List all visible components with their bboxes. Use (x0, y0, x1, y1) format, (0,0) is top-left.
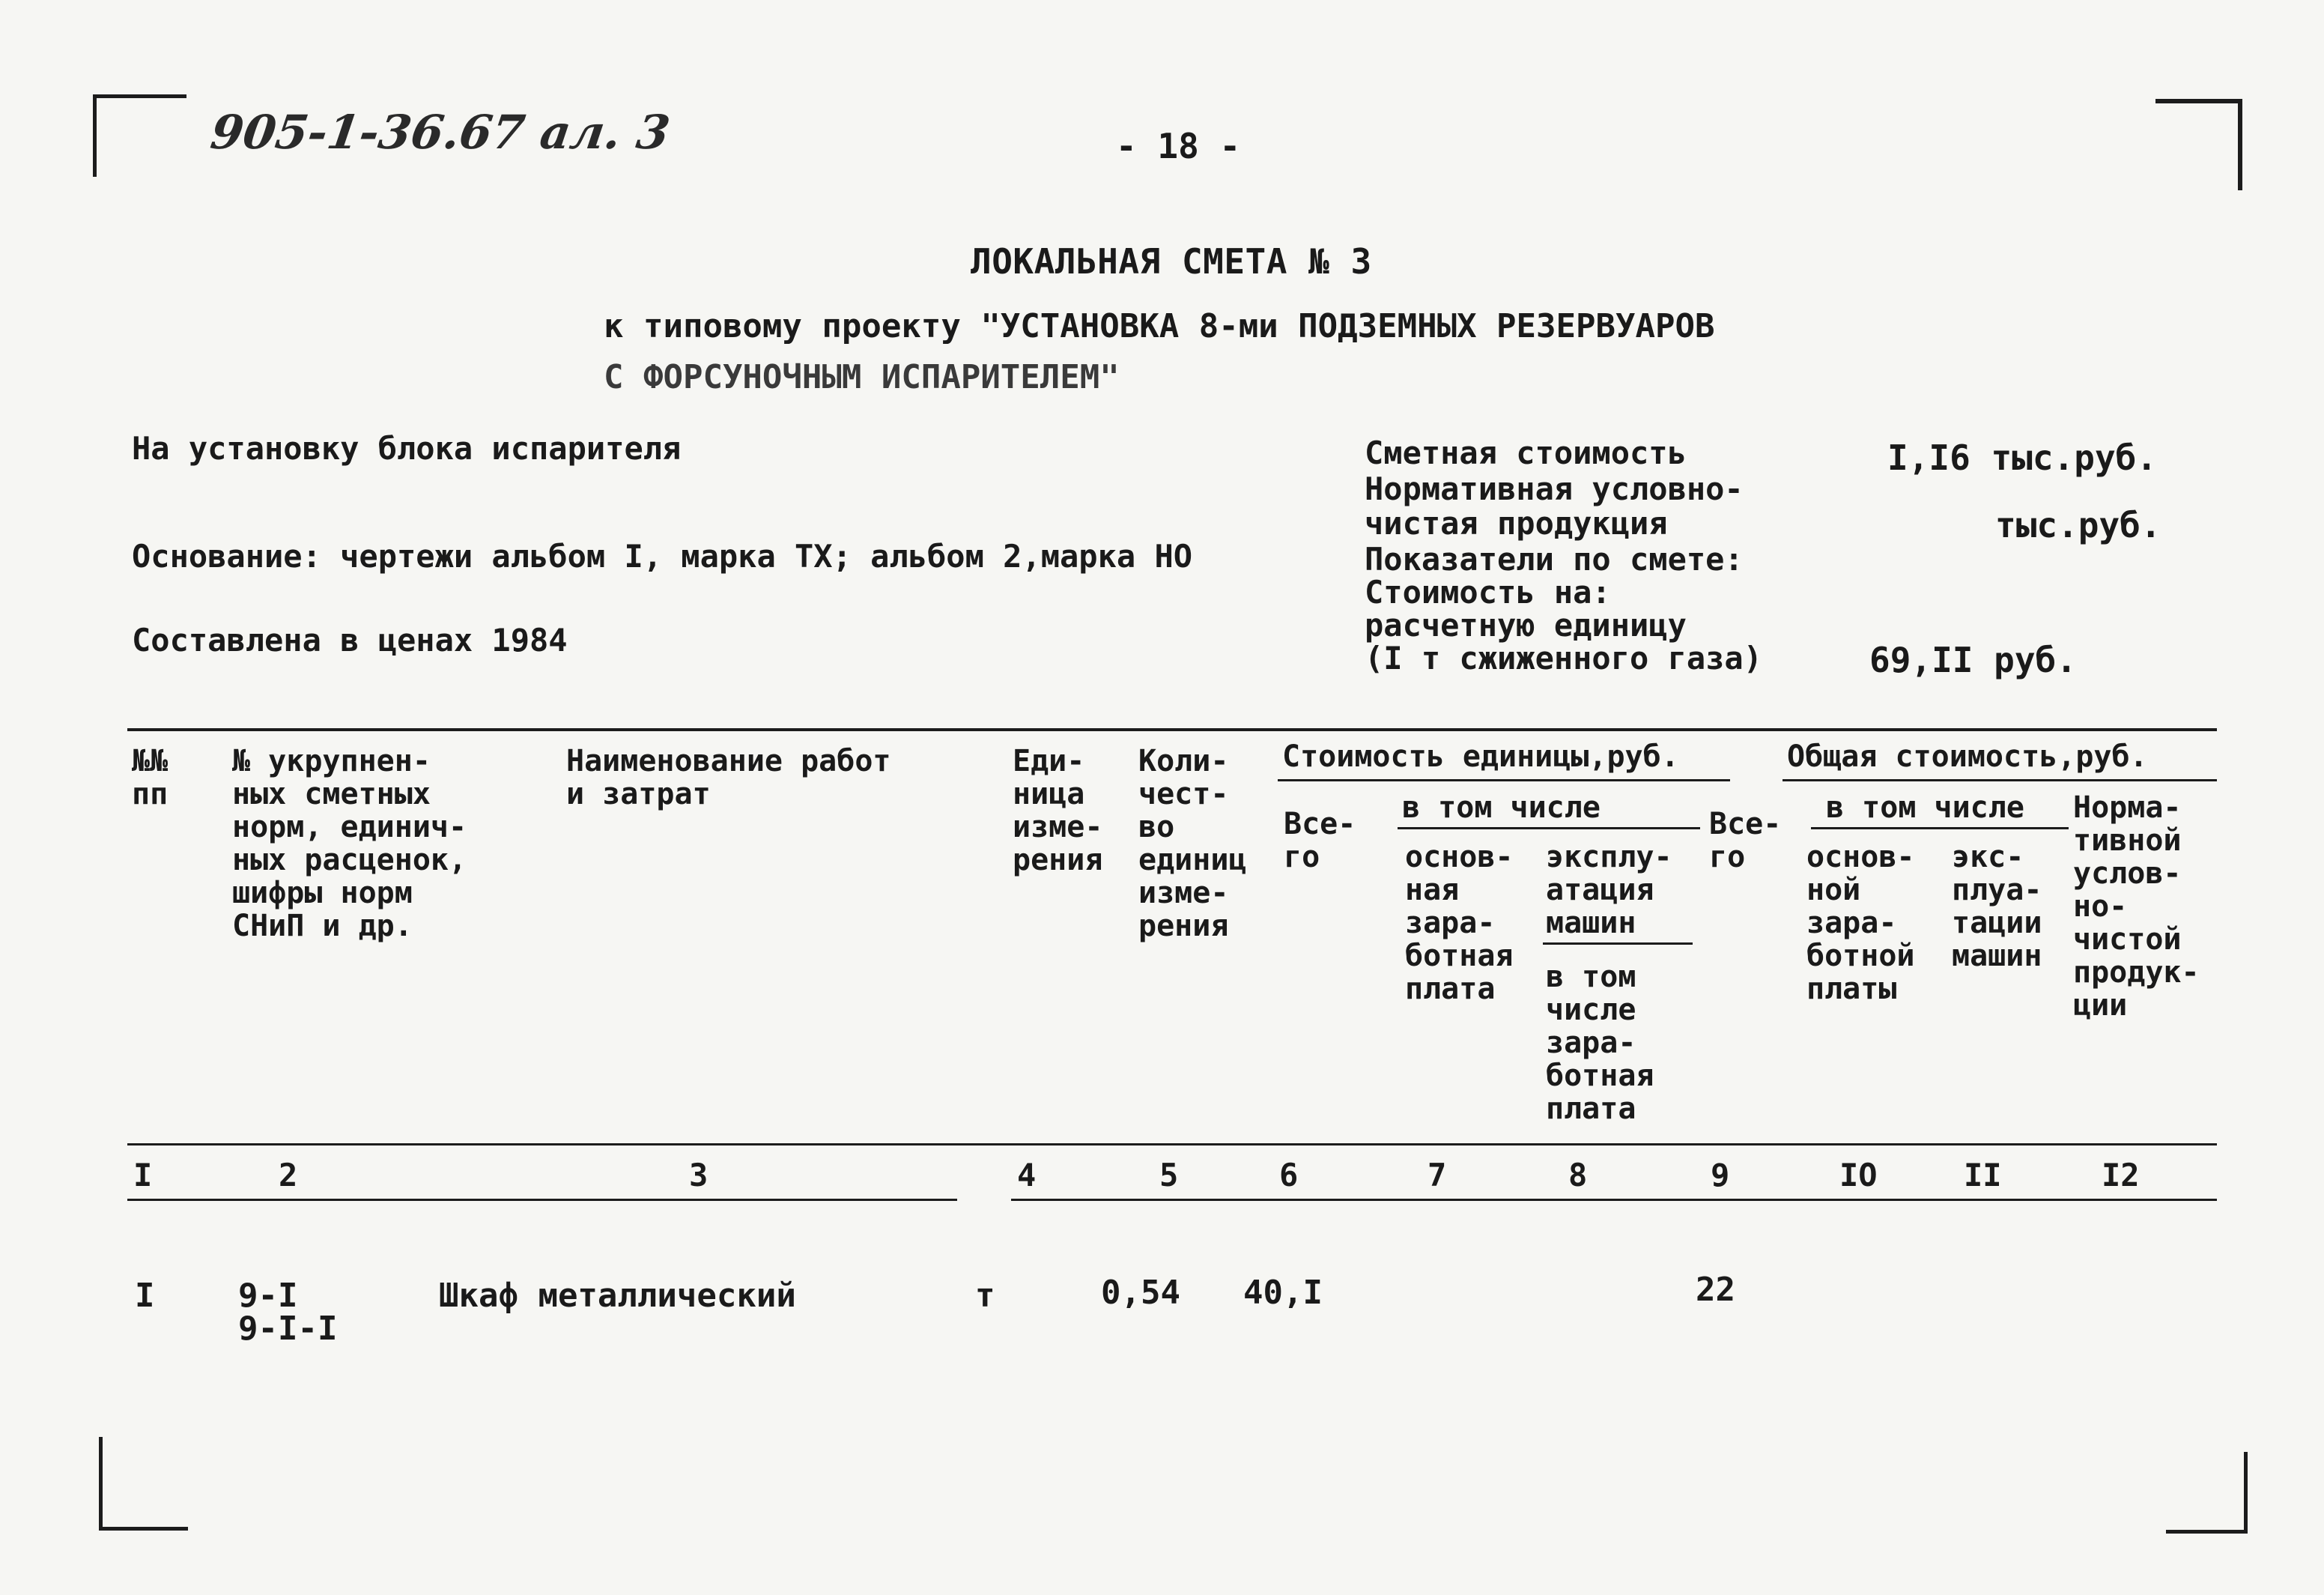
header-col-11-line-1: экс- (1952, 840, 2024, 874)
table-top-rule (127, 728, 2217, 731)
total-cost-group-underline (1783, 779, 2217, 781)
corner-mark-top-right (2155, 99, 2242, 190)
row-1-total: 22 (1696, 1271, 1735, 1309)
header-col-4-line-3: изме- (1013, 810, 1103, 844)
header-total-cost-group: Общая стоимость,руб. (1787, 739, 2148, 774)
header-col-5-line-4: единиц (1138, 843, 1247, 877)
header-col-4-line-1: Еди- (1013, 744, 1085, 778)
header-col-9-line-1: Все- (1709, 807, 1782, 841)
subtitle-line-2: С ФОРСУНОЧНЫМ ИСПАРИТЕЛЕМ" (604, 358, 1120, 396)
unit-cost-value: 69,II руб. (1869, 640, 2077, 680)
header-col-10-line-5: платы (1806, 972, 1897, 1006)
header-col-8-sub-line-2: числе (1546, 993, 1636, 1027)
header-col-7-line-4: ботная (1405, 939, 1514, 973)
row-1-number: I (135, 1277, 155, 1315)
header-col-8-line-1: эксплу- (1546, 840, 1672, 874)
header-col-5-line-6: рения (1138, 909, 1229, 943)
col-numbers-rule-left (127, 1199, 957, 1201)
col-number-5: 5 (1159, 1157, 1179, 1193)
header-col-8-sub-line-3: зара- (1546, 1026, 1636, 1060)
header-col-10-line-4: ботной (1806, 939, 1915, 973)
header-col-3-line-1: Наименование работ (566, 744, 891, 778)
header-unit-incl: в том числе (1402, 790, 1601, 825)
unit-cost-label-3: (I т сжиженного газа) (1365, 640, 1763, 677)
col-number-7: 7 (1428, 1157, 1447, 1193)
header-col-12-line-5: чистой (2073, 922, 2182, 957)
col-number-2: 2 (279, 1157, 298, 1193)
header-bottom-rule (127, 1143, 2217, 1145)
header-col-2-line-4: ных расценок, (232, 843, 467, 877)
header-col-5-line-1: Коли- (1138, 744, 1229, 778)
page-number: - 18 - (1116, 126, 1241, 166)
col-number-6: 6 (1279, 1157, 1299, 1193)
unit-cost-label-1: Стоимость на: (1365, 574, 1611, 611)
row-1-unit-total: 40,I (1243, 1274, 1323, 1312)
header-total-incl: в том числе (1826, 790, 2024, 825)
header-col-10-line-3: зара- (1806, 906, 1897, 940)
header-col-1-line-2: пп (132, 777, 169, 811)
col-number-11: II (1964, 1157, 2002, 1193)
header-col-4-line-2: ница (1013, 777, 1085, 811)
row-1-code-2: 9-I-I (238, 1310, 338, 1348)
col-number-10: IO (1839, 1157, 1878, 1193)
header-col-12-line-4: но- (2073, 889, 2128, 924)
col-number-4: 4 (1017, 1157, 1037, 1193)
header-col-12-line-1: Норма- (2073, 790, 2182, 825)
header-col-8-sub-line-1: в том (1546, 960, 1636, 994)
header-col-12-line-7: ции (2073, 988, 2128, 1023)
corner-mark-bottom-right (2166, 1452, 2248, 1534)
normative-value: тыс.руб. (1995, 505, 2161, 545)
header-col-8-sub-line-5: плата (1546, 1092, 1636, 1126)
normative-label-2: чистая продукция (1365, 505, 1668, 542)
total-incl-underline (1811, 827, 2069, 829)
cost-value: I,I6 тыс.руб. (1887, 438, 2158, 478)
row-1-unit: т (975, 1277, 995, 1315)
header-col-3-line-2: и затрат (566, 777, 711, 811)
normative-label-1: Нормативная условно- (1365, 470, 1744, 507)
col-numbers-rule-right (1011, 1199, 2217, 1201)
header-col-6-line-2: го (1284, 840, 1320, 874)
header-col-2-line-6: СНиП и др. (232, 909, 413, 943)
header-col-7-line-5: плата (1405, 972, 1496, 1006)
header-col-8-line-2: атация (1546, 873, 1654, 907)
header-col-2-line-1: № укрупнен- (232, 744, 431, 778)
row-1-qty: 0,54 (1101, 1274, 1180, 1312)
header-col-10-line-1: основ- (1806, 840, 1915, 874)
col-8-underline (1543, 942, 1693, 945)
row-1-name: Шкаф металлический (439, 1277, 796, 1315)
header-col-8-line-3: машин (1546, 906, 1636, 940)
header-col-7-line-1: основ- (1405, 840, 1514, 874)
header-col-2-line-3: норм, единич- (232, 810, 467, 844)
subtitle-line-1: к типовому проекту "УСТАНОВКА 8-ми ПОДЗЕМНЫХ РЕЗЕРВУАРОВ (604, 307, 1715, 345)
corner-mark-top-left (93, 94, 186, 177)
row-1-code-1: 9-I (238, 1277, 298, 1315)
prices-text: Составлена в ценах 1984 (132, 622, 568, 659)
header-col-2-line-5: шифры норм (232, 876, 413, 910)
col-number-3: 3 (689, 1157, 709, 1193)
header-col-5-line-2: чест- (1138, 777, 1229, 811)
indicators-label: Показатели по смете: (1365, 541, 1744, 578)
header-col-1-line-1: №№ (132, 744, 169, 778)
header-col-5-line-3: во (1138, 810, 1175, 844)
unit-cost-label-2: расчетную единицу (1365, 607, 1687, 644)
header-col-7-line-2: ная (1405, 873, 1460, 907)
unit-cost-group-underline (1278, 779, 1730, 781)
header-col-7-line-3: зара- (1405, 906, 1496, 940)
corner-mark-bottom-left (99, 1437, 188, 1531)
basis-text: Основание: чертежи альбом I, марка ТХ; альбом 2,марка НО (132, 538, 1193, 575)
header-col-12-line-3: услов- (2073, 856, 2182, 891)
col-number-1: I (133, 1157, 153, 1193)
document-code: 905-1-36.67 ал. 3 (207, 105, 673, 160)
purpose-text: На установку блока испарителя (132, 430, 682, 467)
col-number-8: 8 (1568, 1157, 1588, 1193)
header-col-8-sub-line-4: ботная (1546, 1059, 1654, 1093)
col-number-12: I2 (2102, 1157, 2140, 1193)
header-col-6-line-1: Все- (1284, 807, 1356, 841)
header-col-9-line-2: го (1709, 840, 1746, 874)
header-col-4-line-4: рения (1013, 843, 1103, 877)
col-number-9: 9 (1711, 1157, 1730, 1193)
header-col-5-line-5: изме- (1138, 876, 1229, 910)
header-unit-cost-group: Стоимость единицы,руб. (1282, 739, 1679, 774)
header-col-11-line-2: плуа- (1952, 873, 2042, 907)
header-col-12-line-6: продук- (2073, 955, 2200, 990)
page-title: ЛОКАЛЬНАЯ СМЕТА № 3 (971, 241, 1372, 282)
unit-incl-underline (1398, 827, 1700, 829)
header-col-10-line-2: ной (1806, 873, 1861, 907)
cost-label: Сметная стоимость (1365, 435, 1687, 471)
header-col-11-line-3: тации (1952, 906, 2042, 940)
header-col-12-line-2: тивной (2073, 823, 2182, 858)
header-col-2-line-2: ных сметных (232, 777, 431, 811)
header-col-11-line-4: машин (1952, 939, 2042, 973)
